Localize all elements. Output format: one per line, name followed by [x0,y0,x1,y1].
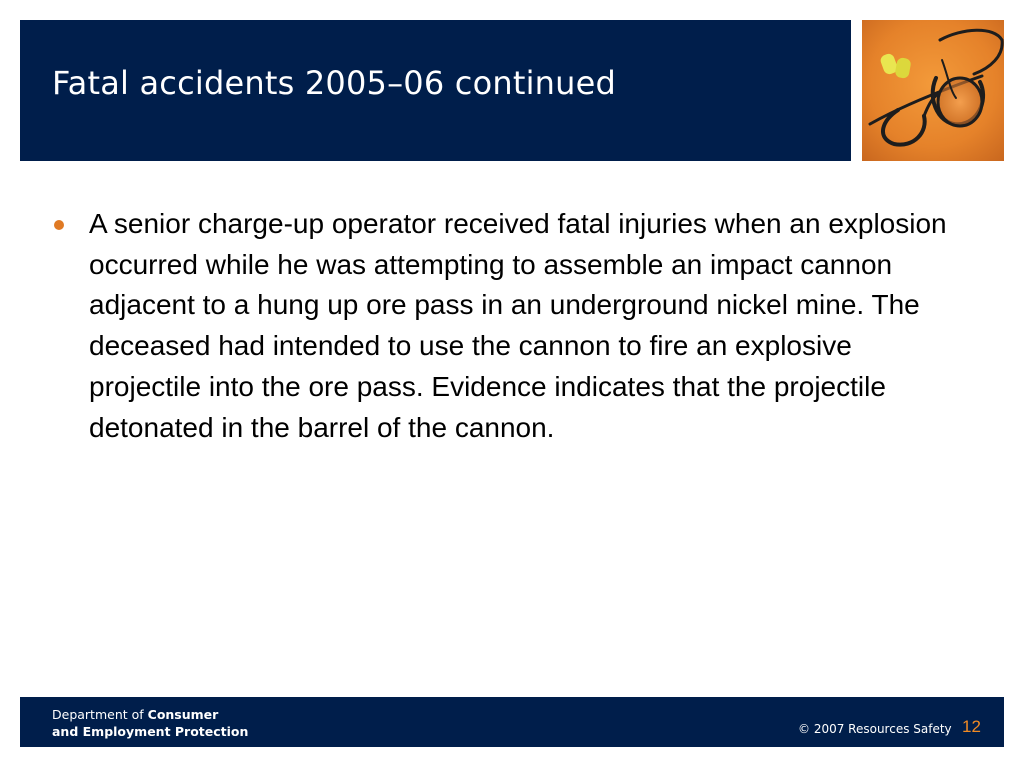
bullet-text: A senior charge-up operator received fatal injuries when an explosion occurred while he was attempting to assemble an impact cannon adjacent to a hung up ore pass in an underground nickel mine. The deceased had intended to use the cannon to fire an explosive projectile into the ore pass. Evidence indicates that the projectile detonated in the barrel of the cannon. [89,208,947,443]
bullet-dot-icon [54,220,64,230]
dept-name-part1: Consumer [147,707,219,722]
slide-title: Fatal accidents 2005–06 continued [52,64,617,102]
dept-name-part2: and Employment Protection [52,724,249,739]
copyright-text: © 2007 Resources Safety [798,722,952,736]
dept-prefix: Department of [52,707,148,722]
title-bar [20,20,851,161]
footer-bar [20,697,1004,747]
safety-glasses-photo [862,20,1004,161]
bullet-item [50,204,970,448]
slide-body [50,204,970,448]
department-name [52,706,248,740]
page-number: 12 [962,717,981,736]
